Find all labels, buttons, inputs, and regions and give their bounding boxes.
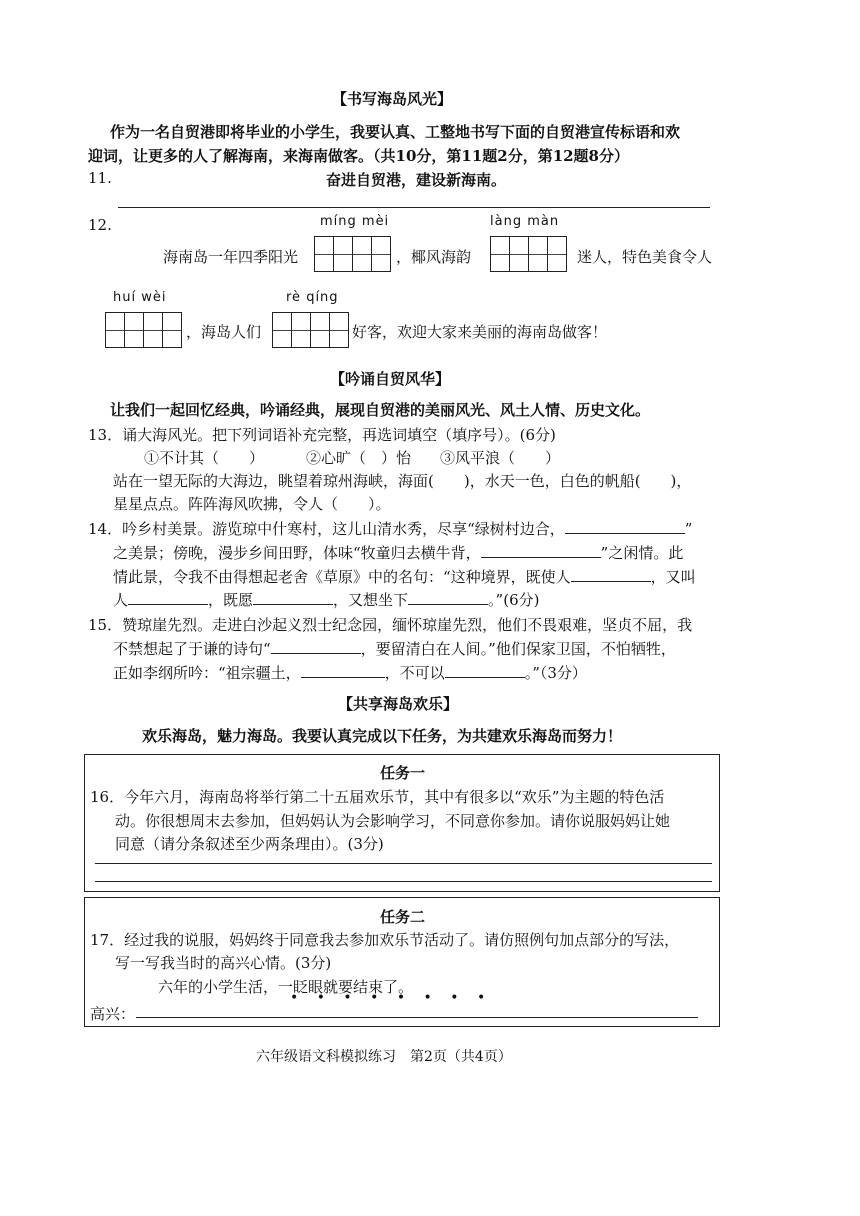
q11-number: 11. bbox=[88, 169, 112, 187]
q15-line3-c: 。”（3分） bbox=[524, 664, 587, 682]
q13-line4: 星星点点。阵阵海风吹拂，令人（ ）。 bbox=[113, 495, 391, 513]
q13-line3: 站在一望无际的大海边，眺望着琼州海峡，海面( )，水天一色，白色的帆船( )， bbox=[113, 472, 692, 490]
writing-grid-huiwei[interactable] bbox=[105, 312, 182, 348]
section2-intro: 让我们一起回忆经典，吟诵经典，展现自贸港的美丽风光、风土人情、历史文化。 bbox=[110, 401, 651, 419]
q11-slogan: 奋进自贸港，建设新海南。 bbox=[326, 171, 507, 189]
q15-line3-a: 正如李纲所吟：“祖宗疆土， bbox=[113, 664, 301, 682]
pinyin-reqing: rè qíng bbox=[286, 290, 339, 305]
q14-blank3[interactable] bbox=[571, 567, 651, 582]
q12-text4: ，海岛人们 bbox=[186, 323, 262, 341]
page-footer: 六年级语文科模拟练习 第2页（共4页） bbox=[256, 1049, 512, 1065]
q16-line3: 同意（请分条叙述至少两条理由）。(3分) bbox=[115, 835, 384, 853]
q17-answer-line[interactable] bbox=[136, 1017, 698, 1018]
q12-text2: ，椰风海韵 bbox=[396, 248, 472, 266]
q17-emphasis-dots: • • • • • • • • bbox=[290, 990, 493, 1006]
q14-line2-tail: ”之闲情。此 bbox=[600, 544, 684, 562]
pinyin-mingmei: míng mèi bbox=[320, 214, 390, 229]
q14-blank2[interactable] bbox=[481, 543, 601, 558]
q14-blank5[interactable] bbox=[253, 590, 333, 605]
q14-blank1[interactable] bbox=[565, 519, 685, 534]
section1-intro-line2: 迎词，让更多的人了解海南，来海南做客。（共10分，第11题2分，第12题8分） bbox=[88, 147, 629, 165]
pinyin-huiwei: huí wèi bbox=[113, 290, 167, 305]
q13-option2[interactable]: ②心旷（ ）怡 bbox=[306, 449, 412, 467]
q15-blank1[interactable] bbox=[271, 639, 361, 654]
section-title-share: 【共享海岛欢乐】 bbox=[338, 695, 459, 713]
q14-line4-b: ，既愿 bbox=[208, 591, 254, 609]
q17-label: 高兴： bbox=[90, 1005, 136, 1023]
writing-grid-reqing[interactable] bbox=[272, 312, 349, 348]
section3-intro: 欢乐海岛，魅力海岛。我要认真完成以下任务，为共建欢乐海岛而努力！ bbox=[142, 727, 623, 745]
q17-line1: 17．经过我的说服，妈妈终于同意我去参加欢乐节活动了。请仿照例句加点部分的写法， bbox=[90, 931, 680, 949]
q15-blank3[interactable] bbox=[445, 663, 525, 678]
q17-example: 六年的小学生活，一眨眼就要结束了。 bbox=[158, 978, 414, 996]
q15-blank2[interactable] bbox=[301, 663, 385, 678]
q17-line2: 写一写我当时的高兴心情。(3分) bbox=[115, 954, 332, 972]
q14-line4-d: 。”(6分) bbox=[488, 591, 540, 609]
q14-line3-text: 情此景，令我不由得想起老舍《草原》中的名句：“这种境界，既使人 bbox=[113, 568, 571, 586]
section-title-recite: 【吟诵自贸风华】 bbox=[330, 370, 451, 388]
writing-grid-mingmei[interactable] bbox=[314, 236, 391, 272]
q15-line3-b: ，不可以 bbox=[384, 664, 445, 682]
q15-line2-tail: ，要留清白在人间。”他们保家卫国，不怕牺牲， bbox=[360, 640, 676, 658]
q14-line4-c: ，又想坐下 bbox=[333, 591, 409, 609]
q13-line1: 13．诵大海风光。把下列词语补充完整，再选词填空（填序号）。(6分) bbox=[88, 426, 556, 444]
q13-option3[interactable]: ③风平浪（ ） bbox=[440, 449, 561, 467]
q13-option1[interactable]: ①不计其（ ） bbox=[144, 449, 265, 467]
q14-line2-text: 之美景；傍晚，漫步乡间田野，体味“牧童归去横牛背， bbox=[113, 544, 481, 562]
q14-blank6[interactable] bbox=[408, 590, 488, 605]
task1-title: 任务一 bbox=[380, 764, 426, 782]
q15-line1: 15．赞琼崖先烈。走进白沙起义烈士纪念园，缅怀琼崖先烈，他们不畏艰难，坚贞不屈，我 bbox=[88, 616, 693, 634]
q11-answer-line[interactable] bbox=[118, 207, 710, 208]
q12-text3: 迷人，特色美食令人 bbox=[577, 248, 713, 266]
q14-blank4[interactable] bbox=[128, 590, 208, 605]
q14-line4-a: 人 bbox=[113, 591, 129, 609]
q14-line3-tail: ，又叫 bbox=[650, 568, 696, 586]
writing-grid-langman[interactable] bbox=[490, 236, 567, 272]
q14-line1-quote: ” bbox=[684, 520, 693, 538]
q16-answer-line1[interactable] bbox=[95, 863, 712, 864]
task2-title: 任务二 bbox=[380, 908, 426, 926]
q16-line1: 16．今年六月，海南岛将举行第二十五届欢乐节，其中有很多以“欢乐”为主题的特色活 bbox=[90, 788, 665, 806]
q16-answer-line2[interactable] bbox=[95, 881, 712, 882]
q15-line2-text: 不禁想起了于谦的诗句“ bbox=[113, 640, 271, 658]
q14-line1-text: 14．吟乡村美景。游览琼中什寒村，这儿山清水秀，尽享“绿树村边合， bbox=[88, 520, 565, 538]
q12-number: 12. bbox=[88, 216, 112, 234]
q12-text5: 好客，欢迎大家来美丽的海南岛做客！ bbox=[352, 323, 608, 341]
pinyin-langman: làng màn bbox=[490, 214, 560, 229]
section-title-writing: 【书写海岛风光】 bbox=[332, 90, 453, 108]
section1-intro-line1: 作为一名自贸港即将毕业的小学生，我要认真、工整地书写下面的自贸港宣传标语和欢 bbox=[110, 123, 681, 141]
q12-text1: 海南岛一年四季阳光 bbox=[163, 248, 299, 266]
q16-line2: 动。你很想周末去参加，但妈妈认为会影响学习，不同意你参加。请你说服妈妈让她 bbox=[115, 812, 671, 830]
